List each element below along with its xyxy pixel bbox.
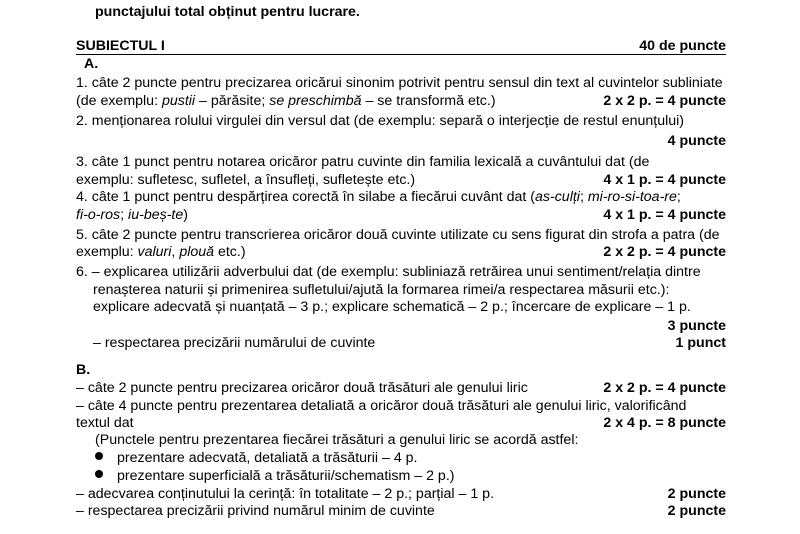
item-2-score: 4 puncte [667,133,726,149]
section-b-row-2b: textul dat 2 x 4 p. = 8 puncte [76,415,726,431]
item-1-score: 2 x 2 p. = 4 puncte [603,93,726,109]
subject-points: 40 de puncte [639,38,726,54]
item-6-line-1: 6. – explicarea utilizării adverbului dat (de exemplu: subliniază retrăirea unui sentiment/relația dintre [76,264,701,280]
subject-title: SUBIECTUL I [76,38,165,54]
item-6-line-4: – respectarea precizării numărului de cuvinte [93,335,376,351]
item-6-score-2: 1 punct [675,335,726,351]
item-6-line-4-row [76,335,726,352]
item-3-line-1: 3. câte 1 punct pentru notarea oricăror patru cuvinte din familia lexicală a cuvântului dat (de [76,154,650,170]
section-b-row-1: – câte 2 puncte pentru precizarea oricăror două trăsături ale genului liric 2 x 2 p. = 4 puncte [76,380,726,396]
section-b-row-3: – adecvarea conținutului la cerință: în totalitate – 2 p.; parțial – 1 p. 2 puncte [76,486,726,502]
section-b-row-2a: – câte 4 puncte pentru prezentarea detaliată a oricăror două trăsături ale genului liric, valorificând [76,398,687,414]
item-3-line-2: exemplu: sufletesc, sufletel, a însufleți, sufletește etc.) 4 x 1 p. = 4 puncte [76,172,726,188]
section-b-bullet-2: prezentare superficială a trăsăturii/schematism – 2 p.) [95,468,455,485]
section-b-note: (Punctele pentru prezentarea fiecărei trăsături a genului liric se acordă astfel: [95,432,579,448]
item-2-line-1: 2. menționarea rolului virgulei din versul dat (de exemplu: separă o interjecție de restul enunțului) [76,113,685,129]
item-1-line-2: (de exemplu: pustii – părăsite; se preschimbă – se transformă etc.) 2 x 2 p. = 4 puncte [76,93,726,109]
item-6-line-2: renașterea naturii și primenirea sufletului/ajută la formarea rimei/a respectarea măsurii etc.): [93,282,670,298]
section-b-label: B. [76,362,91,378]
item-4-line-2: fi-o-ros; iu-beș-te) 4 x 1 p. = 4 puncte [76,207,726,223]
cut-header-line: punctajului total obținut pentru lucrare. [95,4,360,20]
section-b-row-3-score: 2 puncte [667,486,726,502]
item-6-score: 3 puncte [667,318,726,334]
item-5-line-2: exemplu: valuri, plouă etc.) 2 x 2 p. = 4 puncte [76,244,726,260]
section-b-row-1-score: 2 x 2 p. = 4 puncte [603,380,726,396]
item-3-score: 4 x 1 p. = 4 puncte [603,172,726,188]
section-b-row-2-score: 2 x 4 p. = 8 puncte [603,415,726,431]
subject-title-row [76,38,726,55]
item-1-line-1: 1. câte 2 puncte pentru precizarea oricărui sinonim potrivit pentru sensul din text al cuvintelor subliniate [76,75,723,91]
section-b-row-4: – respectarea precizării privind numărul minim de cuvinte 2 puncte [76,503,726,519]
bullet-icon [95,470,103,478]
section-b-bullet-1: prezentare adecvată, detaliată a trăsăturii – 4 p. [95,450,418,467]
item-6-line-3: explicare adecvată și nuanțată – 3 p.; explicare schematică – 2 p.; încercare de explicare – 1 p. [93,299,691,315]
section-a-label: A. [84,56,99,72]
item-5-score: 2 x 2 p. = 4 puncte [603,244,726,260]
section-b-row-4-score: 2 puncte [667,503,726,519]
item-4-line-1: 4. câte 1 punct pentru despărțirea corectă în silabe a fiecărui cuvânt dat (as-culți; mi-ro-si-toa-re; [76,189,681,205]
item-4-score: 4 x 1 p. = 4 puncte [603,207,726,223]
item-5-line-1: 5. câte 2 puncte pentru transcrierea oricăror două cuvinte utilizate cu sens figurat din strofa a patra (de [76,227,720,243]
bullet-icon [95,452,103,460]
